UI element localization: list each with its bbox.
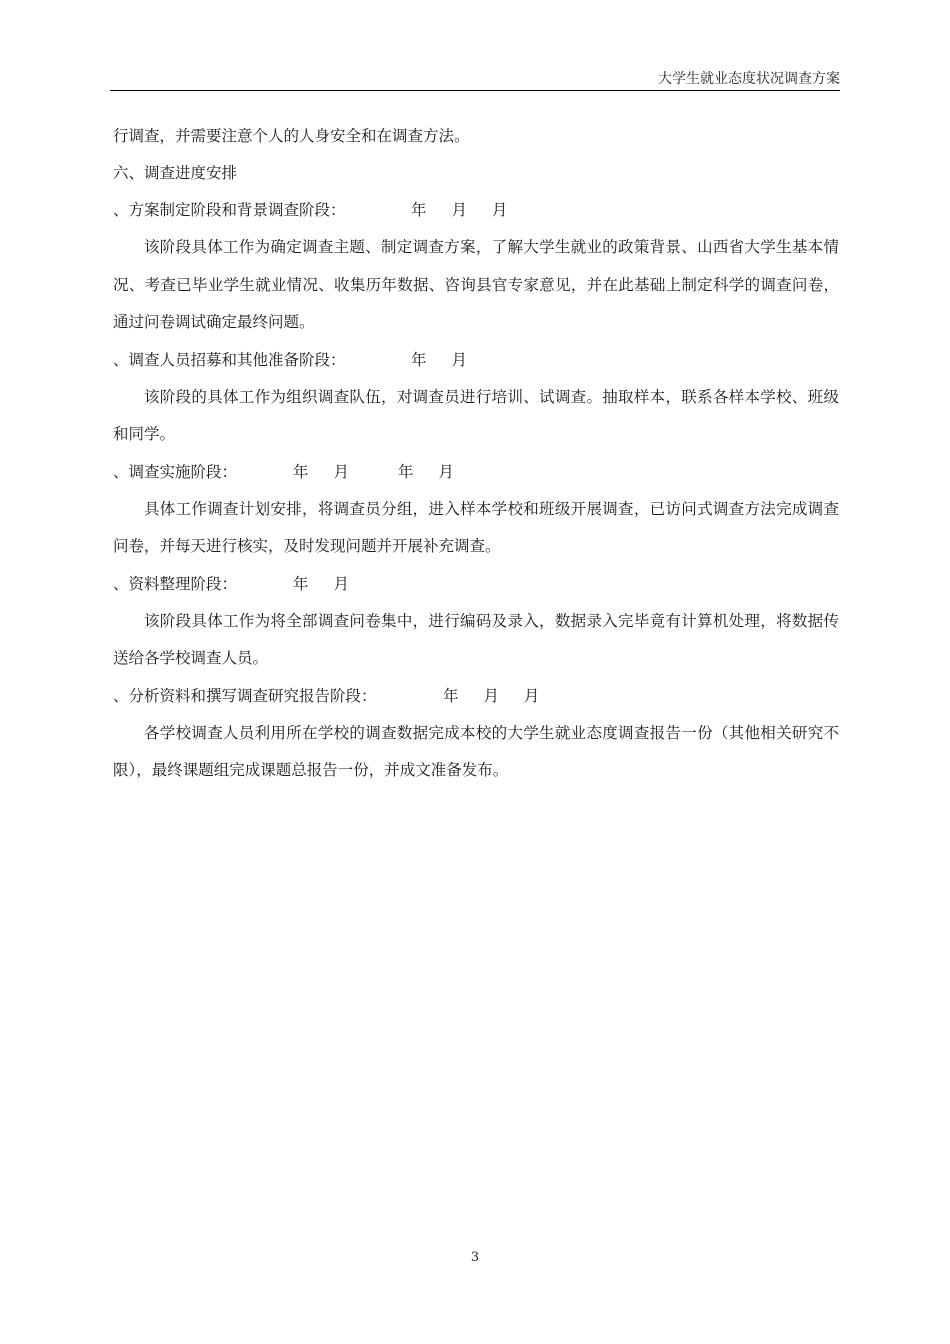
date-unit: 月 [451, 201, 467, 219]
stage-heading [113, 192, 839, 229]
stage-heading [113, 342, 839, 379]
date-unit: 月 [438, 462, 454, 481]
date-unit: 月 [333, 462, 349, 481]
stage-description: 该阶段具体工作为将全部调查问卷集中，进行编码及录入，数据录入完毕竟有计算机处理，将数据传送给各学校调查人员。 [113, 611, 839, 667]
stage-heading [113, 566, 839, 603]
stage-label: 、分析资料和撰写调查研究报告阶段： [113, 686, 377, 705]
document-body [113, 118, 839, 790]
stage-label: 、调查人员招募和其他准备阶段： [113, 350, 346, 369]
date-unit: 年 [411, 201, 427, 219]
stage-dates [293, 454, 474, 491]
stage-description: 各学校调查人员利用所在学校的调查数据完成本校的大学生就业态度调查报告一份（其他相关研究不限），最终课题组完成课题总报告一份，并成文准备发布。 [113, 723, 839, 779]
stage-dates [411, 342, 487, 379]
date-unit: 年 [443, 686, 459, 705]
stage-description: 该阶段具体工作为确定调查主题、制定调查方案，了解大学生就业的政策背景、山西省大学生基本情况、考查已毕业学生就业情况、收集历年数据、咨询县官专家意见，并在此基础上制定科学的调查问卷，通过问卷调试确定最终问题。 [113, 238, 839, 331]
stage-heading [113, 454, 839, 491]
stage-dates [411, 192, 527, 229]
stage-dates [293, 566, 369, 603]
date-unit: 月 [491, 201, 508, 219]
section-heading: 六、调查进度安排 [113, 164, 238, 182]
date-unit: 月 [523, 686, 540, 705]
stage-dates [443, 678, 559, 715]
date-unit: 年 [293, 574, 309, 593]
stage-description: 具体工作调查计划安排，将调查员分组，进入样本学校和班级开展调查，已访问式调查方法完成调查问卷，并每天进行核实，及时发现问题并开展补充调查。 [113, 499, 839, 555]
date-unit: 年 [397, 462, 414, 481]
header-title: 大学生就业态度状况调查方案 [658, 71, 840, 87]
date-unit: 年 [293, 462, 309, 481]
date-unit: 月 [451, 350, 467, 369]
date-unit: 年 [411, 350, 427, 369]
stage-label: 、方案制定阶段和背景调查阶段： [113, 201, 346, 219]
date-unit: 月 [483, 686, 499, 705]
stage-description: 该阶段的具体工作为组织调查队伍，对调查员进行培训、试调查。抽取样本，联系各样本学校、班级和同学。 [113, 387, 839, 443]
continuation-text: 行调查，并需要注意个人的人身安全和在调查方法。 [113, 127, 470, 145]
stage-heading [113, 678, 839, 715]
stage-label: 、资料整理阶段： [113, 574, 238, 593]
page-header [110, 70, 840, 91]
page-number: 3 [470, 1250, 480, 1265]
date-unit: 月 [333, 574, 349, 593]
stage-label: 、调查实施阶段： [113, 462, 238, 481]
